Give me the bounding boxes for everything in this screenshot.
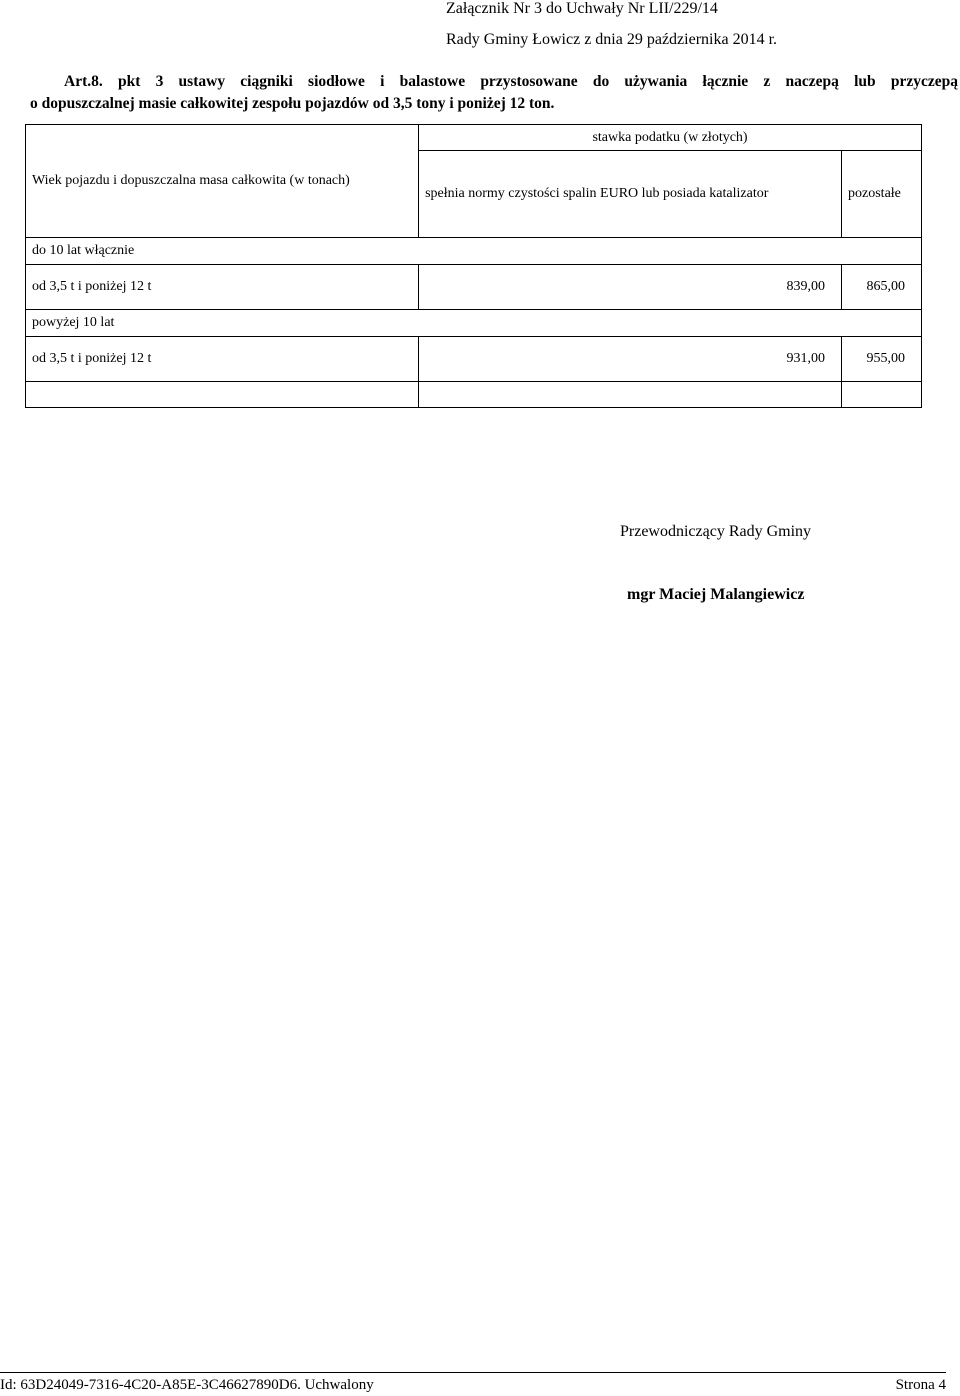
table-group-label: powyżej 10 lat [26, 310, 922, 337]
table-cell-other: 865,00 [842, 265, 922, 310]
table-cell-euro: 839,00 [419, 265, 842, 310]
table-group-label: do 10 lat włącznie [26, 238, 922, 265]
resolution-date: Rady Gminy Łowicz z dnia 29 października 2014 r. [446, 31, 778, 48]
table-cell-empty [842, 382, 922, 408]
table-cell-empty [26, 382, 419, 408]
table-header-age-weight: Wiek pojazdu i dopuszczalna masa całkowita (w tonach) [26, 125, 419, 238]
article-line-1: Art.8. pkt 3 ustawy ciągniki siodłowe i balastowe przystosowane do używania łącznie z naczepą lub przyczepą [64, 73, 958, 90]
tax-rate-table [25, 124, 922, 408]
table-header-other: pozostałe [842, 151, 922, 238]
table-row [26, 337, 922, 382]
page-number: Strona 4 [895, 1377, 946, 1393]
signature-title: Przewodniczący Rady Gminy [620, 523, 812, 540]
table-header-rate-group: stawka podatku (w złotych) [419, 125, 922, 151]
signature-name: mgr Maciej Malangiewicz [627, 586, 805, 603]
footer-divider [0, 1372, 946, 1373]
table-cell-empty [419, 382, 842, 408]
table-header-euro: spełnia normy czystości spalin EURO lub posiada katalizator [419, 151, 842, 238]
table-row [26, 265, 922, 310]
table-cell-euro: 931,00 [419, 337, 842, 382]
attachment-title: Załącznik Nr 3 do Uchwały Nr LII/229/14 [446, 0, 718, 17]
article-paragraph [30, 71, 958, 115]
document-id: Id: 63D24049-7316-4C20-A85E-3C46627890D6. Uchwalony [0, 1377, 374, 1393]
table-cell-other: 955,00 [842, 337, 922, 382]
table-empty-row [26, 382, 922, 408]
table-cell-weight: od 3,5 t i poniżej 12 t [26, 265, 419, 310]
article-line-2: o dopuszczalnej masie całkowitej zespołu pojazdów od 3,5 tony i poniżej 12 ton. [30, 95, 555, 112]
table-cell-weight: od 3,5 t i poniżej 12 t [26, 337, 419, 382]
